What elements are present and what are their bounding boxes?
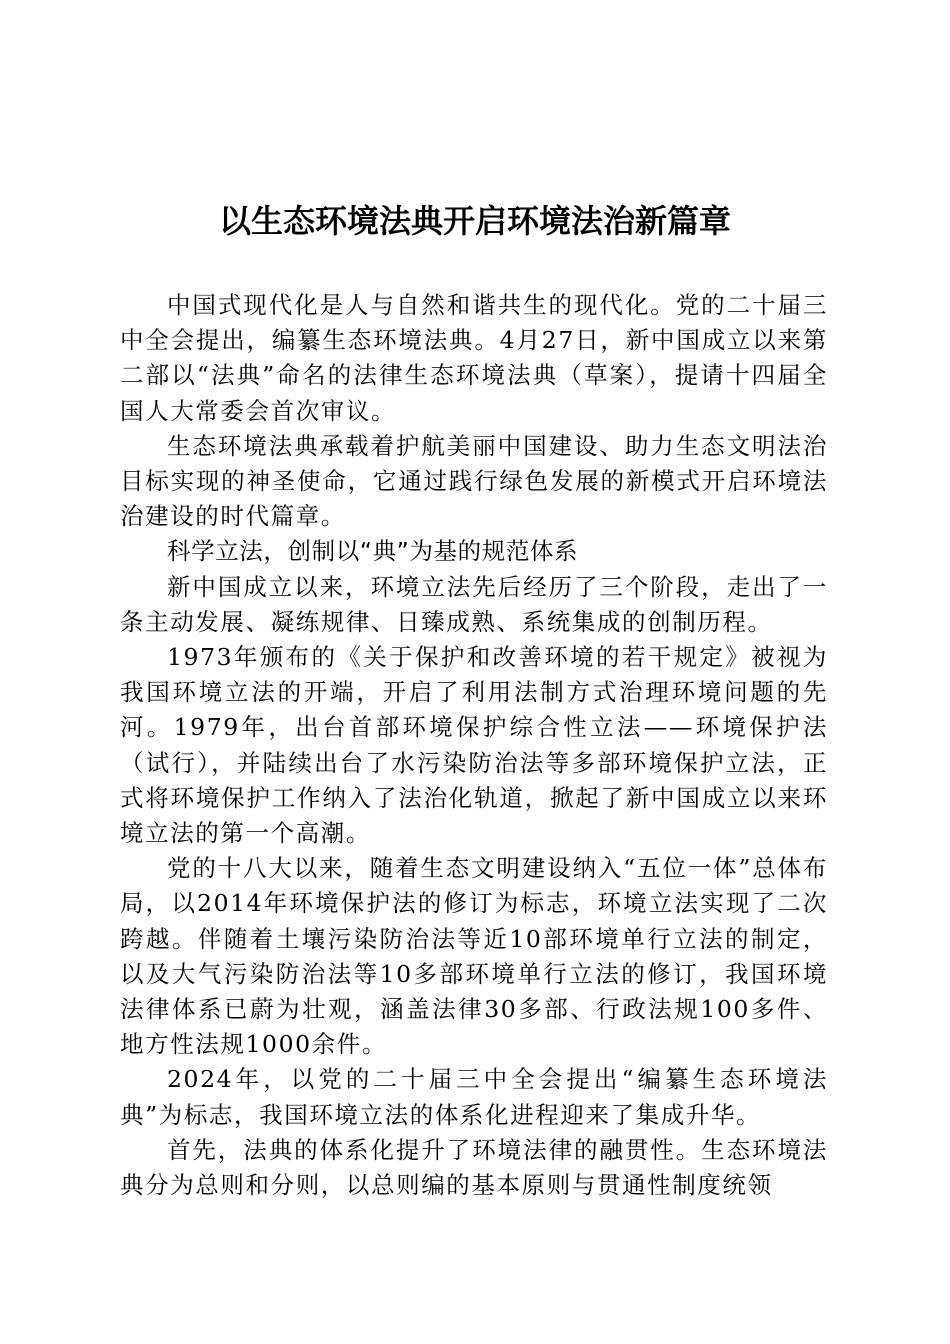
paragraph-18th-congress: 党的十八大以来，随着生态文明建设纳入“五位一体”总体布局，以2014年环境保护法的修订为标志，环境立法实现了二次跨越。伴随着土壤污染防治法等近10部环境单行立法的制定，以及大气污染防治法等10多部环境单行立法的修订，我国环境法律体系已蔚为壮观，涵盖法律30多部、行政法规100多件、地方性法规1000余件。 (120, 854, 828, 1059)
paragraph-mission: 生态环境法典承载着护航美丽中国建设、助力生态文明法治目标实现的神圣使命，它通过践行绿色发展的新模式开启环境法治建设的时代篇章。 (120, 431, 828, 531)
document-title: 以生态环境法典开启环境法治新篇章 (218, 202, 731, 240)
paragraph-1973: 1973年颁布的《关于保护和改善环境的若干规定》被视为我国环境立法的开端，开启了利用法制方式治理环境问题的先河。1979年，出台首部环境保护综合性立法——环境保护法（试行），并陆续出台了水污染防治法等多部环境保护立法，正式将环境保护工作纳入了法治化轨道，掀起了新中国成立以来环境立法的第一个高潮。 (120, 643, 828, 848)
paragraph-history: 新中国成立以来，环境立法先后经历了三个阶段，走出了一条主动发展、凝练规律、日臻成熟、系统集成的创制历程。 (120, 572, 828, 636)
paragraph-firstly: 首先，法典的体系化提升了环境法律的融贯性。生态环境法典分为总则和分则，以总则编的基本原则与贯通性制度统领 (120, 1135, 828, 1200)
paragraph-intro: 中国式现代化是人与自然和谐共生的现代化。党的二十届三中全会提出，编纂生态环境法典。4月27日，新中国成立以来第二部以“法典”命名的法律生态环境法典（草案），提请十四届全国人大常委会首次审议。 (120, 291, 828, 425)
paragraph-2024: 2024年，以党的二十届三中全会提出“编纂生态环境法典”为标志，我国环境立法的体系化进程迎来了集成升华。 (120, 1065, 828, 1129)
document-body (120, 288, 828, 1203)
section-heading: 科学立法，创制以“典”为基的规范体系 (167, 537, 579, 566)
